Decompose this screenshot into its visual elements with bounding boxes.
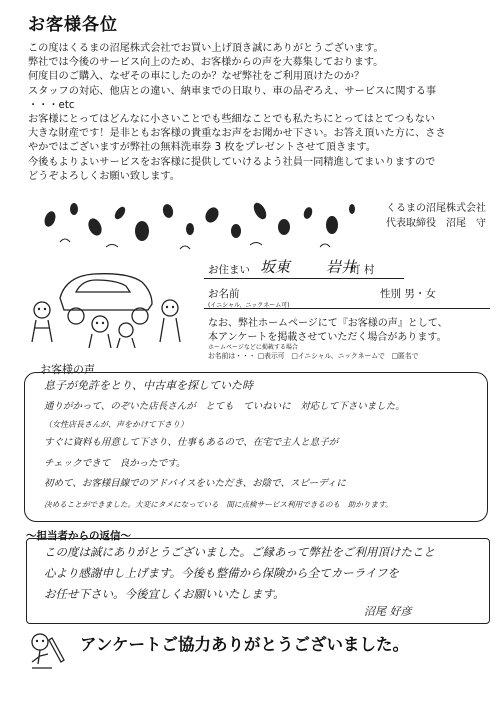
thanks-message: アンケートご協力ありがとうございました。 [80, 635, 410, 654]
voice-line: チェックできて 良かったです。 [44, 457, 186, 469]
voice-handwriting [44, 376, 484, 515]
voice-line: 息子が免許をとり、中古車を探していた時 [44, 379, 253, 392]
name-underline [204, 308, 490, 309]
reply-line: お任せ下さい。今後宜しくお願いいたします。 [44, 587, 285, 601]
pen-character-icon [26, 628, 70, 672]
intro-line: スタッフの対応、他店との違い、納車までの日取り、車の品ぞろえ、サービスに関する事 [28, 85, 437, 97]
address-suffix: 町 村 [350, 264, 375, 276]
customer-form [204, 252, 494, 362]
reply-handwriting [44, 542, 484, 605]
intro-line: どうぞよろしくお願い致します。 [28, 170, 180, 182]
voice-line: （女性店長さんが、声をかけて下さり） [44, 420, 188, 429]
page-title: お客様各位 [28, 15, 118, 35]
intro-line: 何度目のご購入、なぜその車にしたのか？なぜ弊社をご利用頂けたのか？ [28, 71, 365, 83]
company-representative: 代表取締役 沼尾 守 [386, 218, 486, 229]
intro-line: ・・・etc [28, 99, 75, 111]
intro-line: 大きな財産です！是非ともお客様の貴重なお声をお聞かせ下さい。お答え頂いた方に、ささ [28, 128, 446, 140]
intro-text [28, 42, 498, 184]
company-name: くるまの沼尾株式会社 [386, 203, 486, 214]
intro-line: お客様にとってはどんなに小さいことでも些細なことでも私たちにとってはとてつもない [28, 114, 436, 126]
name-sublabel: (イニシャル、ニックネーム可) [208, 302, 290, 309]
reply-line: 心より感謝申し上げます。今後も整備から保険から全てカーライフを [44, 566, 399, 580]
name-label: お名前 [208, 288, 240, 300]
address-label: お住まい [208, 264, 250, 276]
consent-text-1: なお、弊社ホームページにて『お客様の声』として、 [208, 318, 448, 329]
address-handwritten-1: 坂東 [260, 258, 291, 276]
address-underline [204, 278, 404, 279]
voice-line: 初めて、お客様目線でのアドバイスをいただき、お陰で、スピーディに [44, 478, 346, 489]
voice-heading: お客様の声 [40, 363, 95, 376]
voice-line: 決めることができました。大変にタメになっている 間に点検サービス利用できるのも 助かります。 [44, 499, 393, 509]
reply-line: この度は誠にありがとうございました。ご縁あって弊社をご利用頂けたこと [44, 545, 435, 559]
intro-line: 弊社では今後のサービス向上のため、お客様からの声を大募集しております。 [28, 57, 384, 69]
voice-line: すぐに資料も用意して下さり、仕事もあるので、在宅で主人と息子が [44, 437, 339, 448]
consent-text-2: 本アンケートを掲載させていただく場合があります。 [208, 332, 447, 343]
gender-label: 性別 男・女 [380, 288, 436, 300]
company-block [386, 201, 486, 231]
intro-line: この度はくるまの沼尾株式会社でお買い上げ頂き誠にありがとうございます。 [28, 43, 384, 54]
reply-heading: ～担当者からの返信～ [26, 530, 131, 542]
address-handwritten-2: 岩井 [326, 258, 357, 276]
intro-line: 今後もよりよいサービスをお客様に提供していけるよう社員一同精進してまいりますので [28, 156, 436, 168]
voice-line: 通りがかって、のぞいた店長さんが とても ていねいに 対応して下さいました。 [44, 400, 405, 412]
consent-options: お名前は・・・ □表示可 □イニシャル、ニックネームで □匿名で [208, 352, 419, 360]
consent-text-3: ホームページなどに掲載する場合 [208, 344, 298, 351]
reply-signature: 沼尾 好彦 [364, 605, 412, 618]
car-family-illustration [22, 258, 192, 350]
intro-line: やかではございますが弊社の無料洗車券 3 枚をプレゼントさせて頂きます。 [28, 142, 376, 154]
